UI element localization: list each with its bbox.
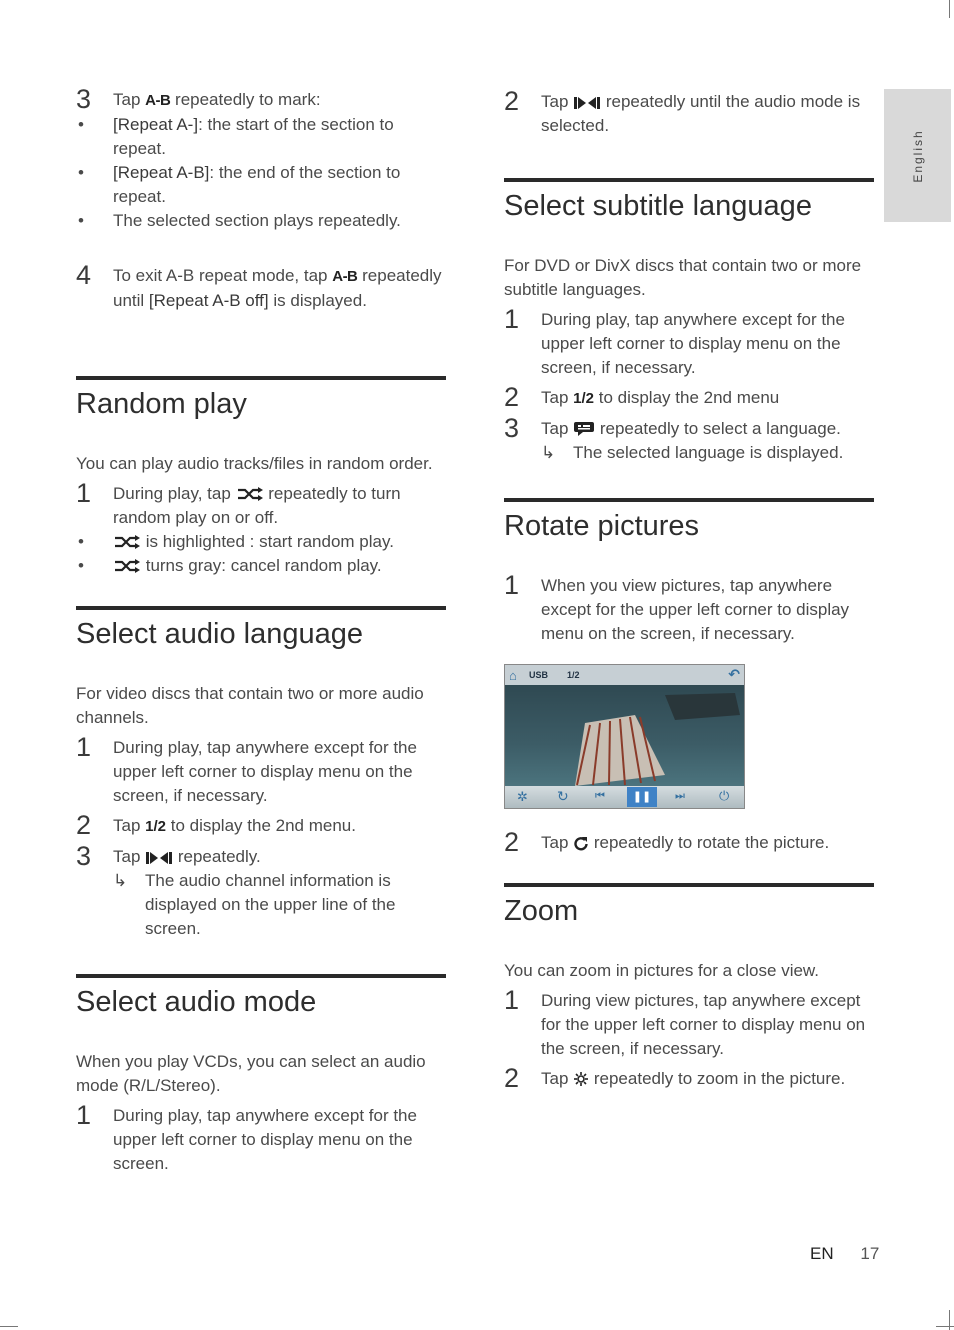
option-label: [Repeat A-B]	[113, 163, 210, 182]
step-number: 4	[76, 260, 92, 290]
option-label: [Repeat A-]	[113, 115, 199, 134]
bullet-text: turns gray: cancel random play.	[141, 556, 382, 575]
half-page-icon: 1/2	[145, 818, 166, 835]
result-arrow-icon: ↳	[541, 443, 556, 462]
step-number: 3	[76, 841, 92, 871]
rotate-icon	[573, 835, 589, 851]
step-text: repeatedly until the audio mode is selected.	[541, 92, 861, 135]
step-number: 2	[504, 827, 520, 857]
page-indicator: 1/2	[567, 670, 580, 680]
step-text: Tap	[113, 847, 146, 866]
audio-channel-icon	[573, 96, 601, 110]
list-item: • The selected section plays repeatedly.	[78, 211, 401, 230]
section-intro: You can zoom in pictures for a close view.	[504, 961, 819, 980]
screen-top-bar	[505, 665, 744, 685]
step-number: 3	[76, 84, 92, 114]
step-text: Tap	[541, 419, 574, 438]
home-icon: ⌂	[509, 668, 517, 683]
result-note	[541, 441, 874, 465]
step-text: Tap	[541, 92, 574, 111]
zoom-icon	[573, 1071, 589, 1087]
step-text: repeatedly to mark:	[170, 90, 321, 109]
step-text: Tap	[541, 388, 574, 407]
ab-icon: A-B	[145, 92, 171, 109]
power-icon: ⏻	[719, 788, 730, 803]
step-text: repeatedly to zoom in the picture.	[589, 1069, 846, 1088]
step-number: 1	[504, 304, 520, 334]
step-number: 1	[76, 1100, 92, 1130]
step-text: When you view pictures, tap anywhere except for the upper left corner to display menu on the screen, if necessary.	[541, 576, 850, 643]
step-number: 1	[76, 732, 92, 762]
page-footer	[810, 1244, 879, 1264]
subtitle-icon	[573, 421, 595, 437]
step-text: repeatedly to rotate the picture.	[589, 833, 830, 852]
step-text: Tap	[541, 1069, 574, 1088]
step-text: To exit A-B repeat mode, tap	[113, 266, 333, 285]
section-title: Random play	[76, 388, 247, 420]
bullet-text: : the end of the section to repeat.	[113, 163, 401, 206]
half-page-icon: 1/2	[573, 390, 594, 407]
step-number: 2	[504, 1063, 520, 1093]
step-text: During play, tap anywhere except for the upper left corner to display menu on the screen.	[113, 1106, 417, 1173]
option-label: [Repeat A-B off]	[148, 291, 269, 310]
step-number: 1	[76, 478, 92, 508]
list-item: • turns gray: cancel random play.	[78, 556, 382, 575]
zoom-icon: ✲	[517, 789, 528, 804]
source-label: USB	[529, 670, 549, 680]
result-note	[113, 869, 446, 941]
language-side-tab	[884, 89, 951, 222]
footer-language: EN	[810, 1244, 834, 1263]
bullet-text: is highlighted : start random play.	[141, 532, 394, 551]
language-tab-label: English	[910, 128, 925, 183]
result-text: The selected language is displayed.	[573, 443, 844, 462]
shuffle-icon	[113, 558, 141, 574]
step-text: During play, tap anywhere except for the upper left corner to display menu on the screen, if necessary.	[541, 310, 845, 377]
section-title: Zoom	[504, 895, 579, 927]
list-item: • [Repeat A-]: the start of the section to repeat.	[78, 115, 394, 158]
crop-mark	[936, 1326, 954, 1327]
step-number: 2	[504, 86, 520, 116]
list-item: • [Repeat A-B]: the end of the section to repeat.	[78, 163, 401, 206]
step-text: Tap	[541, 833, 574, 852]
result-text: The audio channel information is displayed on the upper line of the screen.	[145, 871, 396, 938]
ab-icon: A-B	[332, 268, 358, 285]
step-text: repeatedly.	[173, 847, 261, 866]
audio-channel-icon	[145, 851, 173, 865]
bullet-text: : the start of the section to repeat.	[113, 115, 394, 158]
step-number: 2	[76, 810, 92, 840]
rotate-section	[504, 498, 874, 855]
bullet-text: The selected section plays repeatedly.	[113, 211, 401, 230]
step-text: is displayed.	[268, 291, 367, 310]
page-number: 17	[860, 1244, 880, 1263]
screen-control-bar	[505, 786, 744, 808]
step-text: During play, tap	[113, 484, 236, 503]
section-intro: For video discs that contain two or more audio channels.	[76, 684, 424, 727]
ab-step-3	[76, 84, 446, 233]
section-intro: When you play VCDs, you can select an audio mode (R/L/Stereo).	[76, 1052, 426, 1095]
section-title: Select audio mode	[76, 986, 317, 1018]
section-title: Rotate pictures	[504, 510, 700, 542]
rotate-icon: ↻	[557, 788, 569, 804]
zoom-section	[504, 883, 874, 1091]
step-text: to display the 2nd menu	[594, 388, 780, 407]
step-number: 2	[504, 382, 520, 412]
section-title: Select audio language	[76, 618, 364, 650]
audio-language-section	[76, 606, 446, 941]
subtitle-section	[504, 178, 874, 465]
result-arrow-icon: ↳	[113, 871, 128, 890]
step-text: to display the 2nd menu.	[166, 816, 356, 835]
screen-screenshot	[504, 664, 745, 809]
step-text: Tap	[113, 90, 146, 109]
step-number: 3	[504, 413, 520, 443]
section-intro: You can play audio tracks/files in random order.	[76, 454, 433, 473]
previous-icon: ⏮	[595, 790, 605, 802]
step-text: repeatedly to select a language.	[595, 419, 841, 438]
pause-icon: ❚❚	[627, 787, 657, 807]
step-text: repeatedly to turn random play on or off.	[113, 484, 401, 527]
list-item: • is highlighted : start random play.	[78, 532, 394, 551]
crop-mark	[0, 1326, 18, 1327]
rafts-photo	[505, 685, 744, 786]
step-text: repeatedly until	[113, 266, 442, 310]
section-intro: For DVD or DivX discs that contain two or more subtitle languages.	[504, 256, 862, 299]
random-play-section	[76, 376, 446, 578]
step-text: Tap	[113, 816, 146, 835]
next-icon: ⏭	[675, 790, 685, 802]
step-number: 1	[504, 985, 520, 1015]
step-text: During play, tap anywhere except for the upper left corner to display menu on the screen, if necessary.	[113, 738, 417, 805]
crop-mark	[949, 1310, 950, 1330]
back-icon: ↶	[728, 666, 740, 682]
crop-mark	[949, 0, 950, 18]
section-title: Select subtitle language	[504, 190, 812, 222]
ab-step-4	[76, 260, 446, 313]
step-text: During view pictures, tap anywhere except for the upper left corner to display menu on the screen, if necessary.	[541, 991, 866, 1058]
step-number: 1	[504, 570, 520, 600]
shuffle-icon	[113, 534, 141, 550]
audio-mode-section	[76, 974, 446, 1176]
shuffle-icon	[236, 486, 264, 502]
audio-mode-step-2	[504, 86, 874, 138]
